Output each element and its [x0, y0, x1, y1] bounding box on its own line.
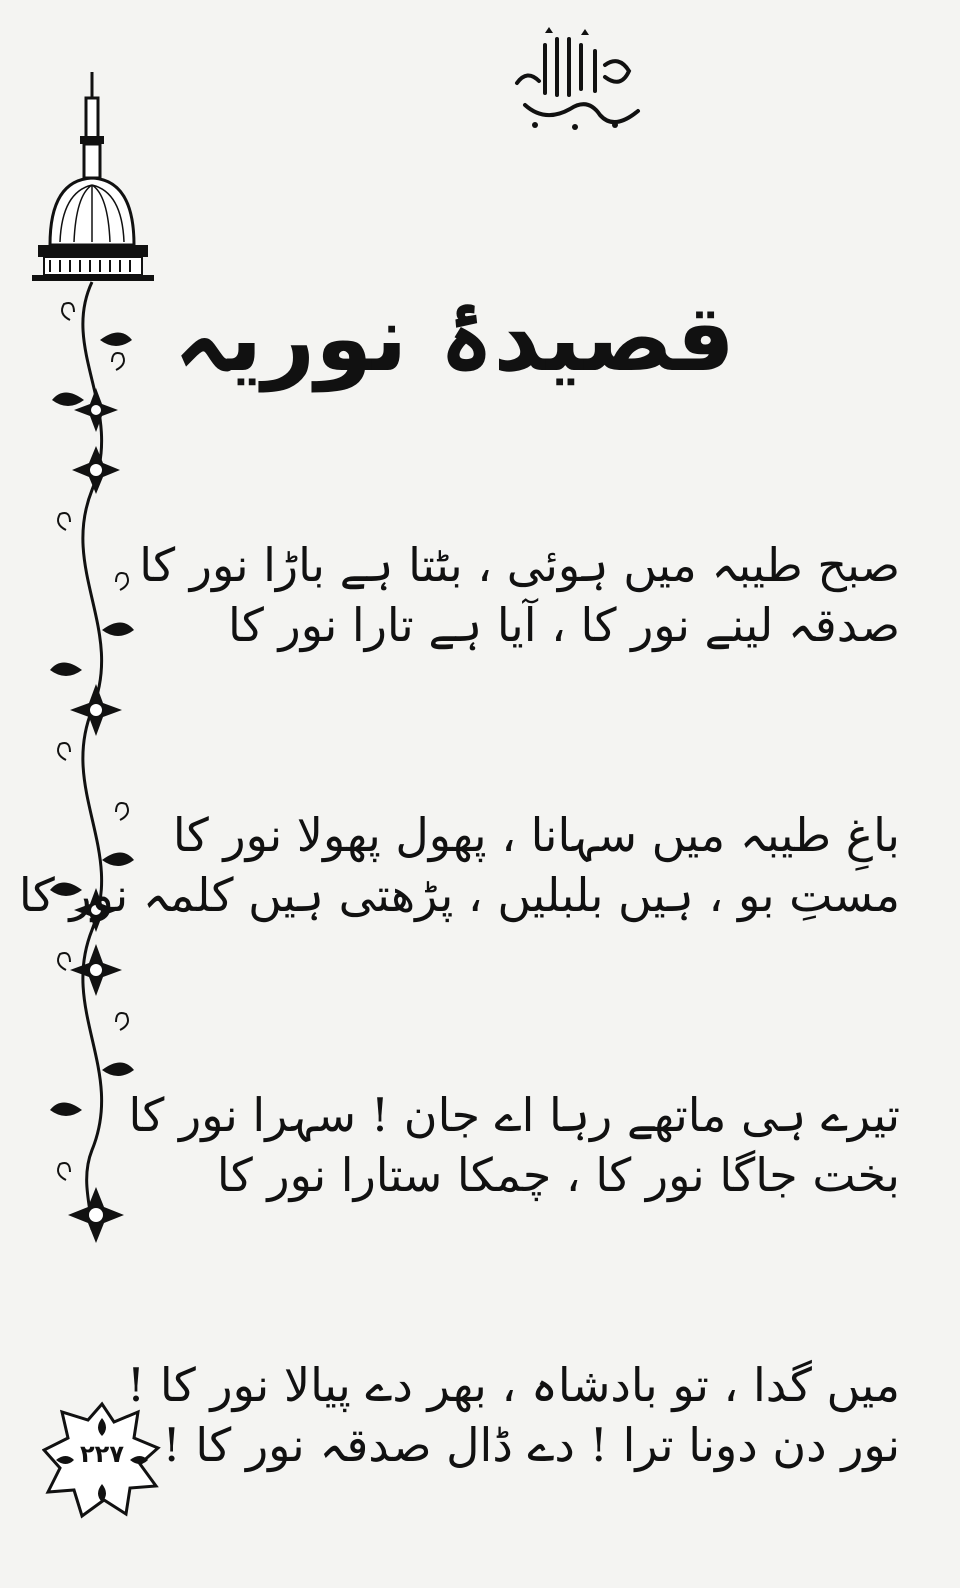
verse-line: باغِ طیبہ میں سہانا ، پھول پھولا نور کا — [172, 808, 900, 862]
stanza-2 — [18, 805, 900, 925]
verse-line: تیرے ہی ماتھے رہا اے جان ! سہرا نور کا — [128, 1088, 900, 1142]
verse-line: صبح طیبہ میں ہوئی ، بٹتا ہے باڑا نور کا — [139, 538, 900, 592]
verse-line: نور دن دونا ترا ! دے ڈال صدقہ نور کا ! — [162, 1418, 900, 1472]
poem-title: قصیدۂ نوریہ — [173, 285, 735, 392]
dome-floral-ornament — [30, 70, 165, 1250]
page-number: ۲۲۷ — [80, 1440, 124, 1468]
verse-line: میں گدا ، تو بادشاہ ، بھر دے پیالا نور کا ! — [126, 1358, 900, 1412]
verse-line: صدقہ لینے نور کا ، آیا ہے تارا نور کا — [227, 598, 900, 652]
stanza-1 — [139, 535, 900, 655]
stanza-4 — [126, 1355, 900, 1475]
verse-line: بخت جاگا نور کا ، چمکا ستارا نور کا — [216, 1148, 900, 1202]
calligraphy-emblem — [505, 25, 655, 140]
verse-line: مستِ بو ، ہیں بلبلیں ، پڑھتی ہیں کلمہ نور کا — [18, 868, 900, 922]
stanza-3 — [128, 1085, 900, 1205]
